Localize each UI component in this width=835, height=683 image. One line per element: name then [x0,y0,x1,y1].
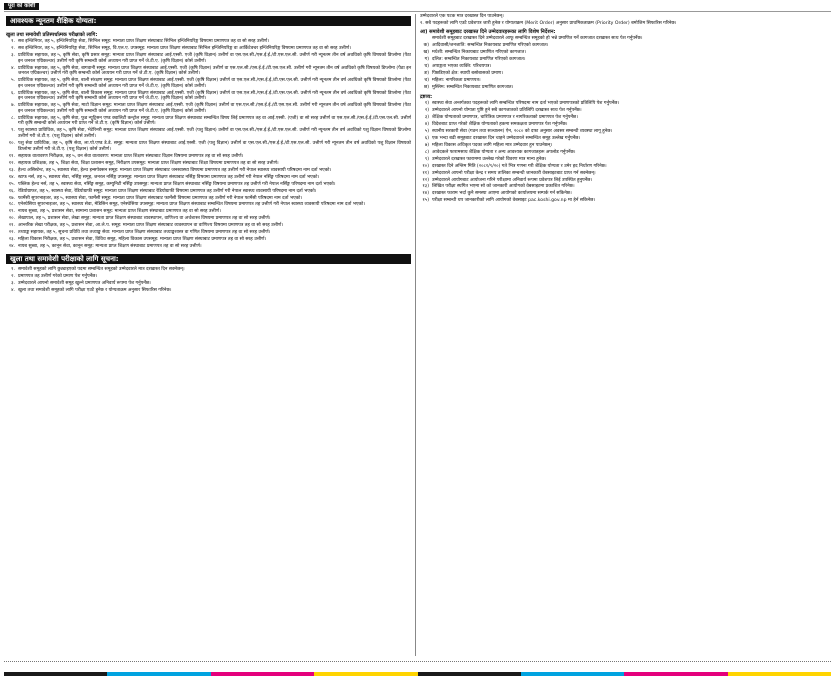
right-top-paragraphs [420,14,827,26]
qualification-item-text: प्राविधिक सहायक, तह ५, कृषि सेवा, बागवानी समूह: मान्यता प्राप्त शिक्षण संस्थाबाट आई.एस्सी. एजी (कृषि विज्ञान) उत्तीर्ण वा एस.एल.सी./एस.ई.ई./टी.एस.एल.सी. उत्तीर्ण गरी न्यूनतम तीन वर्ष अवधिको कृषि विषयको डिप्लोमा (पैठा इन जनरल एग्रिकल्चर) उत्तीर्ण गरी कृषि सम्बन्धी कोर्स अध्ययन गरी प्राप्त गर्ने जे.टी.ए. (कृषि विज्ञान) कोर्स उत्तीर्ण। [18,65,411,77]
inclusive-instructions [420,36,827,90]
qualification-item-number: १४. [8,174,15,180]
note-item-text: स्वास्थ्य सेवा अन्तर्गतका पदहरूको लागि सम्बन्धित परिषदमा नाम दर्ता भएको प्रमाणपत्रको प्रतिलिपि पेश गर्नुपर्नेछ। [432,100,620,106]
note-item [420,115,827,121]
color-swatch [521,672,624,676]
note-item-text: शैक्षिक योग्यताको प्रमाणपत्र, चारित्रिक प्रमाणपत्र र नागरिकताको प्रमाणपत्र पेश गर्नुपर्नेछ। [432,114,578,120]
qualification-item-text: नायब सुब्बा, तह ५, कानून सेवा, कानून समूह: मान्यता प्राप्त शिक्षण संस्थाबाट प्रमाणपत्र तह वा सो सरह उत्तीर्ण। [18,244,202,250]
instruction-item [420,36,827,42]
instruction-item-text: आदिवासी/जनजाति: सम्बन्धित निकायबाट प्रमाणित गरिएको कागजात। [432,43,549,49]
qualification-item-number: १७. [8,195,15,201]
qualification-item-number: २. [11,45,15,51]
notice-item [6,267,411,273]
note-item-text: उम्मेदवारले आफ्नो परीक्षा केन्द्र र समय तालिका सम्बन्धी जानकारी वेबसाइटबाट प्राप्त गर्न सक्नेछन्। [432,170,596,176]
qualification-item-text: सब इन्जिनियर, तह ५, इन्जिनियरिङ्ग सेवा, सिभिल समूह: मान्यता प्राप्त शिक्षण संस्थाबाट सिभिल इन्जिनियरिङ्ग विषयमा प्रमाणपत्र तह वा सो सरह उत्तीर्ण। [18,39,269,44]
note-item [420,129,827,135]
note-item-text: स्थानीय सरकारी सेवा (गठन तथा सञ्चालन) ऐन, २०८० को दफा अनुसार अवसर सम्बन्धी व्यवस्था लागू हुनेछ। [432,128,613,134]
instruction-item [420,64,827,70]
qualification-item [6,128,411,139]
left-column [6,14,411,295]
qualification-list [6,39,411,250]
qualification-item-number: १५. [8,181,15,187]
notice-item-number: २. [11,274,15,280]
qualification-item-text: सब इन्जिनियर, तह ५, इन्जिनियरिङ्ग सेवा, सिभिल समूह, वि.एल.ए. उपसमूह: मान्यता प्राप्त शिक्षण संस्थाबाट सिभिल इन्जिनियरिङ्ग वा आर्किटेक्चर इन्जिनियरिङ्ग विषयमा प्रमाणपत्र तह वा सो सरह उत्तीर्ण। [18,45,351,51]
qualification-item [6,154,411,160]
note-item [420,198,827,204]
instruction-item-number: ग) [424,57,429,63]
instruction-item-text: महिला: नागरिकता प्रमाणपत्र। [432,78,481,84]
qualification-item [6,103,411,114]
qualification-item [6,196,411,202]
qualification-item [6,66,411,77]
note-item-text: आवेदकले फारामसाथ शैक्षिक योग्यता र अन्य आवश्यक कागजातहरू अपलोड गर्नुपर्नेछ। [432,149,576,155]
qualification-item [6,116,411,127]
right-column [420,14,827,205]
color-swatch [314,672,417,676]
note-item-text: लिखित परीक्षा स्थगित भएमा सो को जानकारी आयोगको वेबसाइटमा प्रकाशित गरिनेछ। [432,184,575,190]
qualification-item-text: सहायक वातावरण निरीक्षक, तह ५, वन सेवा वातावरण: मान्यता प्राप्त शिक्षण संस्थाबाट विज्ञान विषयमा प्रमाणपत्र तह वा सो सरह उत्तीर्ण। [18,153,244,159]
section-heading-notice: खुला तथा समावेशी परीक्षाको लागि सूचना: [6,254,411,264]
instruction-item [420,50,827,56]
note-item [420,178,827,184]
instruction-item-number: क) [423,43,429,49]
right-paragraph: २. सबै पदहरूको लागि एउटै प्रवेशपत्र जारी हुनेछ र योग्यताक्रम (Merit Order) अनुसार प्राथमिकताक्रम (Priority Order) बमोजिम सिफारिस गरिनेछ। [420,20,677,26]
qualification-item-number: ९. [11,128,15,134]
notes-list [420,101,827,204]
note-item-number: १३) [422,184,429,190]
notice-list [6,267,411,294]
notice-item-text: प्रमाणपत्र तह उत्तीर्ण गरेको प्रमाण पेश गर्नुपर्नेछ। [18,274,98,280]
note-item [420,108,827,114]
note-item [420,184,827,190]
instruction-item-number: च) [424,78,429,84]
notice-item [6,288,411,294]
note-item-number: ८) [424,149,429,155]
qualification-item-number: २२. [8,230,15,236]
qualification-item [6,216,411,222]
color-swatch [107,672,210,676]
instruction-item-text: दलित: सम्बन्धित निकायबाट प्रमाणित गरिएको कागजात। [432,57,526,63]
color-bar [4,672,831,678]
note-item-text: परीक्षा सम्बन्धी थप जानकारीको लागि आयोगको वेबसाइट pac.koshi.gov.np मा हेर्न सकिनेछ। [432,198,596,204]
note-heading: द्रष्टव्य: [420,93,433,100]
qualification-item [6,182,411,188]
qualification-item-text: सहायक प्रशिक्षक, तह ५, शिक्षा सेवा, शिक्षा प्रशासन समूह, निरीक्षण उपसमूह: मान्यता प्राप्त शिक्षण संस्थाबाट शिक्षा विषयमा प्रमाणपत्र तह वा सो सरह उत्तीर्ण। [18,160,279,166]
qualification-item [6,230,411,236]
qualification-item-number: १९. [8,209,15,215]
qualification-item [6,78,411,89]
qualification-item [6,39,411,45]
column-divider [415,14,416,656]
note-item-number: ७) [424,142,429,148]
section-heading-qualification: आवश्यक न्यूनतम शैक्षिक योग्यता: [6,16,411,26]
instruction-item-text: समावेशी समूहबाट दरखास्त दिने उम्मेदवारले आफू सम्बन्धित समूहको हो भन्ने प्रमाणित गर्ने कागजात दरखास्त साथ पेश गर्नुपर्नेछ। [432,36,643,42]
note-item [420,136,827,142]
qualification-item [6,244,411,250]
qualification-item-text: प्राविधिक सहायक, तह ५, कृषि सेवा, कृषि प्रसार समूह: मान्यता प्राप्त शिक्षण संस्थाबाट आई.एस्सी. एजी (कृषि विज्ञान) उत्तीर्ण वा एस.एल.सी./एस.ई.ई./टी.एस.एल.सी. उत्तीर्ण गरी न्यूनतम तीन वर्ष अवधिको कृषि विषयको डिप्लोमा (पैठा इन जनरल एग्रिकल्चर) उत्तीर्ण गरी कृषि सम्बन्धी कोर्स अध्ययन गरी प्राप्त गर्ने जे.टी.ए. (कृषि विज्ञान) कोर्स उत्तीर्ण। [18,52,411,64]
notice-item-text: समावेशी समूहको लागि छुट्याइएको पदमा सम्बन्धित समूहको उम्मेदवारले मात्र दरखास्त दिन सक्नेछन्। [18,267,185,273]
qualification-item [6,223,411,229]
color-swatch [624,672,727,676]
qualification-item-number: २४. [8,244,15,250]
qualification-item-number: ८. [11,115,15,121]
qualification-item-number: २३. [8,237,15,243]
note-item-number: ३) [424,114,429,120]
note-item [420,191,827,197]
intro-text: खुला तथा समावेशी प्रतिस्पर्धात्मक परीक्षाको लागि: [6,32,98,38]
note-item [420,122,827,128]
notice-item-number: १. [11,267,15,273]
notice-item-number: ४. [11,288,15,294]
note-item [420,101,827,107]
qualification-item-number: ६. [11,90,15,96]
qualification-item-text: नायब सुब्बा, तह ५, प्रशासन सेवा, सामान्य प्रशासन समूह: मान्यता प्राप्त शिक्षण संस्थाबाट प्रमाणपत्र तह वा सो सरह उत्तीर्ण। [18,209,221,215]
qualification-item-number: १. [11,39,15,44]
qualification-item [6,237,411,243]
note-item-number: ९) [424,156,429,162]
qualification-item [6,141,411,152]
note-item [420,157,827,163]
note-item-number: ६) [424,135,429,141]
note-item [420,150,827,156]
instruction-item [420,78,827,84]
note-item-text: उम्मेदवारले आयोगबाट आयोजना गरिने परीक्षामा अनिवार्य रूपमा प्रवेशपत्र लिई उपस्थित हुनुपर्नेछ। [432,177,593,183]
note-item-text: दरखास्त दिने अन्तिम मिति (२०८१/९/२०) गते भित्र गणना गरी शैक्षिक योग्यता र उमेर हद निर्धारण गरिनेछ। [432,163,607,169]
qualification-item-number: २१. [8,223,15,229]
qualification-item-text: एनेस्थेसिया सुपरभाइजर, तह ५, स्वास्थ्य सेवा, मेडिसिन समूह, एनेस्थेसिया उपसमूह: मान्यता प्राप्त शिक्षण संस्थाबाट सम्बन्धित विषयमा प्रमाणपत्र तह उत्तीर्ण गरी नेपाल स्वास्थ्य व्यवसायी परिषदमा नाम दर्ता भएको। [18,202,365,208]
instruction-item-number: छ) [423,85,429,91]
qualification-item-text: आन्तरिक लेखा परीक्षक, तह ५, प्रशासन सेवा, आ.ले.प. समूह: मान्यता प्राप्त शिक्षण संस्थाबाट व्यवस्थापन वा वाणिज्य विषयमा प्रमाणपत्र तह वा सो सरह उत्तीर्ण। [18,223,284,229]
qualification-item-number: १६. [8,188,15,194]
note-item-number: ५) [424,128,429,134]
note-item-number: १) [424,100,429,106]
note-item-number: १०) [422,163,429,169]
color-swatch [728,672,831,676]
qualification-item [6,168,411,174]
qualification-item-number: १३. [8,167,15,173]
instruction-item [420,71,827,77]
instruction-item-text: मुस्लिम: सम्बन्धित निकायबाट प्रमाणित कागजात। [432,85,514,91]
header-tag: पूरा को कोशी [4,3,39,10]
note-item [420,164,827,170]
color-swatch [418,672,521,676]
qualification-item-number: ७. [11,103,15,109]
notice-item [6,281,411,287]
color-swatch [4,672,107,676]
qualification-item-text: रेडियोग्राफर, तह ५, स्वास्थ्य सेवा, रेडियोग्राफी समूह: मान्यता प्राप्त शिक्षण संस्थाबाट रेडियोग्राफी विषयमा प्रमाणपत्र तह उत्तीर्ण गरी नेपाल स्वास्थ्य व्यवसायी परिषदमा नाम दर्ता भएको। [18,188,317,194]
note-item-text: विदेशबाट प्राप्त गरेको शैक्षिक योग्यताको हकमा समकक्षता प्रमाणपत्र पेश गर्नुपर्नेछ। [432,121,568,127]
note-item [420,171,827,177]
qualification-item-number: ४. [11,65,15,71]
qualification-item-text: प्राविधिक सहायक, तह ५, कृषि सेवा, फुड न्यूट्रिसन एण्ड क्वालिटी कन्ट्रोल समूह: मान्यता प्राप्त शिक्षण संस्थाबाट सम्बन्धित विषय लिई प्रमाणपत्र तह वा आई.एस्सी. (एजी) वा सो सरह उत्तीर्ण वा एस.एल.सी./एस.ई.ई./टी.एस.एल.सी. उत्तीर्ण गरी कृषि सम्बन्धी कोर्स अध्ययन गरी प्राप्त गर्ने जे.टी.ए. (कृषि विज्ञान) कोर्स उत्तीर्ण। [18,115,411,127]
instruction-item-number [420,36,429,42]
note-item-text: उम्मेदवारले दरखास्त फाराममा उल्लेख गरेको विवरण मात्र मान्य हुनेछ। [432,156,547,162]
note-item-number: २) [424,107,429,113]
qualification-item-text: प्राविधिक सहायक, तह ५, कृषि सेवा, बाली संरक्षण समूह: मान्यता प्राप्त शिक्षण संस्थाबाट आई.एस्सी. एजी (कृषि विज्ञान) उत्तीर्ण वा एस.एल.सी./एस.ई.ई./टी.एस.एल.सी. उत्तीर्ण गरी न्यूनतम तीन वर्ष अवधिको कृषि विषयको डिप्लोमा (पैठा इन जनरल एग्रिकल्चर) उत्तीर्ण गरी कृषि सम्बन्धी कोर्स अध्ययन गरी प्राप्त गर्ने जे.टी.ए. (कृषि विज्ञान) कोर्स उत्तीर्ण। [18,78,411,89]
qualification-item-text: प्राविधिक सहायक, तह ५, कृषि सेवा, बाली विकास समूह: मान्यता प्राप्त शिक्षण संस्थाबाट आई.एस्सी. एजी (कृषि विज्ञान) उत्तीर्ण वा एस.एल.सी./एस.ई.ई./टी.एस.एल.सी. उत्तीर्ण गरी न्यूनतम तीन वर्ष अवधिको कृषि विषयको डिप्लोमा (पैठा इन जनरल एग्रिकल्चर) उत्तीर्ण गरी कृषि सम्बन्धी कोर्स अध्ययन गरी प्राप्त गर्ने जे.टी.ए. (कृषि विज्ञान) कोर्स उत्तीर्ण। [18,90,411,102]
qualification-item [6,91,411,102]
notice-item-text: उम्मेदवारले आफ्नो समावेशी समूह खुल्ने प्रमाणपत्र अनिवार्य रूपमा पेश गर्नुपर्नेछ। [18,281,151,287]
qualification-item-number: १०. [8,141,15,147]
notice-item [6,274,411,280]
qualification-item-text: फार्मेसी सुपरभाइजर, तह ५, स्वास्थ्य सेवा, फार्मेसी समूह: मान्यता प्राप्त शिक्षण संस्थाबाट फार्मेसी विषयमा प्रमाणपत्र तह उत्तीर्ण गरी नेपाल फार्मेसी परिषदमा नाम दर्ता भएको। [18,195,303,201]
qualification-item-text: लेखापाल, तह ५, प्रशासन सेवा, लेखा समूह: मान्यता प्राप्त शिक्षण संस्थाबाट व्यवस्थापन, वाणिज्य वा अर्थशास्त्र विषयमा प्रमाणपत्र तह वा सो सरह उत्तीर्ण। [18,216,271,222]
qualification-item [6,53,411,64]
right-paragraph: उम्मेदवारले एक पटक मात्र दरखास्त दिन पाउनेछन्। [420,14,504,19]
note-item [420,143,827,149]
note-item-number: ४) [424,121,429,127]
instruction-item-number: ङ) [424,71,429,77]
qualification-item-number: २०. [8,216,15,222]
instruction-item [420,43,827,49]
qualification-item [6,189,411,195]
note-item-text: दरखास्त फाराम भर्दा कुनै समस्या आएमा आयोगको कार्यालयमा सम्पर्क गर्न सकिनेछ। [432,191,572,197]
qualification-item-number: ५. [11,78,15,84]
note-item-number: १५) [422,198,429,204]
color-swatch [211,672,314,676]
qualification-item-text: पब्लिक हेल्थ नर्स, तह ५, स्वास्थ्य सेवा, नर्सिङ्ग समूह, कम्युनिटी नर्सिङ्ग उपसमूह: मान्यता प्राप्त शिक्षण संस्थाबाट नर्सिङ्ग विषयमा प्रमाणपत्र तह उत्तीर्ण गरी नेपाल नर्सिङ्ग परिषदमा नाम दर्ता भएको। [18,181,336,187]
qualification-item-number: ३. [11,52,15,58]
qualification-item-text: महिला विकास निरीक्षक, तह ५, प्रशासन सेवा, विविध समूह, महिला विकास उपसमूह: मान्यता प्राप्त शिक्षण संस्थाबाट प्रमाणपत्र तह वा सो सरह उत्तीर्ण। [18,237,267,243]
note-item-number: १२) [422,177,429,183]
qualification-item-text: प्राविधिक सहायक, तह ५, कृषि सेवा, माटो विज्ञान समूह: मान्यता प्राप्त शिक्षण संस्थाबाट आई.एस्सी. एजी (कृषि विज्ञान) उत्तीर्ण वा एस.एल.सी./एस.ई.ई./टी.एस.एल.सी. उत्तीर्ण गरी न्यूनतम तीन वर्ष अवधिको कृषि विषयको डिप्लोमा (पैठा इन जनरल एग्रिकल्चर) उत्तीर्ण गरी कृषि सम्बन्धी कोर्स अध्ययन गरी प्राप्त गर्ने जे.टी.ए. (कृषि विज्ञान) कोर्स उत्तीर्ण। [18,103,411,114]
instruction-item-text: मधेशी: सम्बन्धित निकायबाट प्रमाणित गरिएको कागजात। [432,50,526,56]
qualification-item-text: पशु सेवा प्राविधिक, तह ५, कृषि सेवा, ला.पो.एण्ड डे.डे. समूह: मान्यता प्राप्त शिक्षण संस्थाबाट आई.एस्सी. एजी (पशु विज्ञान) उत्तीर्ण वा एस.एल.सी./एस.ई.ई./टी.एस.एल.सी. उत्तीर्ण गरी न्यूनतम तीन वर्ष अवधिको पशु विज्ञान विषयको डिप्लोमा उत्तीर्ण गरी जे.टी.ए. (पशु विज्ञान) कोर्स उत्तीर्ण। [18,141,411,152]
qualification-item-text: तथ्याङ्क सहायक, तह ५, सूचना प्रविधि तथा तथ्याङ्क सेवा: मान्यता प्राप्त शिक्षण संस्थाबाट तथ्याङ्कशास्त्र वा गणित विषयमा प्रमाणपत्र तह वा सो सरह उत्तीर्ण। [18,230,271,236]
note-item-text: उम्मेदवारले आफ्नो योग्यता पुष्टि हुने सबै कागजातको प्रतिलिपि दरखास्त साथ पेश गर्नुपर्नेछ। [432,107,582,113]
qualification-item-text: हेल्थ असिस्टेन्ट, तह ५, स्वास्थ्य सेवा, हेल्थ इन्सपेक्सन समूह: मान्यता प्राप्त शिक्षण संस्थाबाट जनस्वास्थ्य विषयमा प्रमाणपत्र तह उत्तीर्ण गरी नेपाल स्वास्थ्य व्यवसायी परिषदमा नाम दर्ता भएको। [18,167,332,173]
note-item-number: ११) [422,170,429,176]
page-header [4,2,831,12]
note-item-number: १४) [422,191,429,197]
instruction-item-text: अपाङ्गता भएका व्यक्ति: परिचयपत्र। [432,64,492,70]
qualification-item-number: १८. [8,202,15,208]
footer-divider [4,661,831,665]
qualification-item [6,46,411,52]
notice-item-text: खुला तथा समावेशी समूहको लागि परीक्षा एउटै हुनेछ र योग्यताक्रम अनुसार सिफारिस गरिनेछ। [18,288,172,294]
qualification-item-number: १२. [8,160,15,166]
qualification-item [6,161,411,167]
qualification-item-text: स्टाफ नर्स, तह ५, स्वास्थ्य सेवा, नर्सिङ्ग समूह, जनरल नर्सिङ्ग उपसमूह: मान्यता प्राप्त शिक्षण संस्थाबाट नर्सिङ्ग विषयमा प्रमाणपत्र तह उत्तीर्ण गरी नेपाल नर्सिङ्ग परिषदमा नाम दर्ता भएको। [18,174,320,180]
instruction-item [420,85,827,91]
instruction-item-number: ख) [423,50,429,56]
instruction-item [420,57,827,63]
inclusive-heading: आ) समावेशी समूहबाट दरखास्त दिने उम्मेदवारहरूका लागि विशेष निर्देशन: [420,29,556,36]
note-item-text: महिला विकास अधिकृत पदका लागि महिला मात्र उम्मेदवार हुन पाउनेछन्। [432,142,553,148]
qualification-item-number: ११. [8,153,15,159]
qualification-item-text: पशु स्वास्थ्य प्राविधिक, तह ५, कृषि सेवा, भेटेरिनरी समूह: मान्यता प्राप्त शिक्षण संस्थाबाट आई.एस्सी. एजी (पशु विज्ञान) उत्तीर्ण वा एस.एल.सी./एस.ई.ई./टी.एस.एल.सी. उत्तीर्ण गरी न्यूनतम तीन वर्ष अवधिको पशु विज्ञान विषयको डिप्लोमा उत्तीर्ण गरी जे.टी.ए. (पशु विज्ञान) कोर्स उत्तीर्ण। [18,128,411,140]
note-item-text: एक भन्दा बढी समूहबाट दरखास्त दिन चाहने उम्मेदवारले सम्बन्धित समूह उल्लेख गर्नुपर्नेछ। [432,135,581,141]
instruction-item-text: पिछडिएको क्षेत्र: स्थायी बसोबासको प्रमाण। [432,71,503,77]
qualification-item [6,209,411,215]
qualification-item [6,202,411,208]
instruction-item-number: घ) [424,64,429,70]
notice-item-number: ३. [11,281,15,287]
qualification-item [6,175,411,181]
